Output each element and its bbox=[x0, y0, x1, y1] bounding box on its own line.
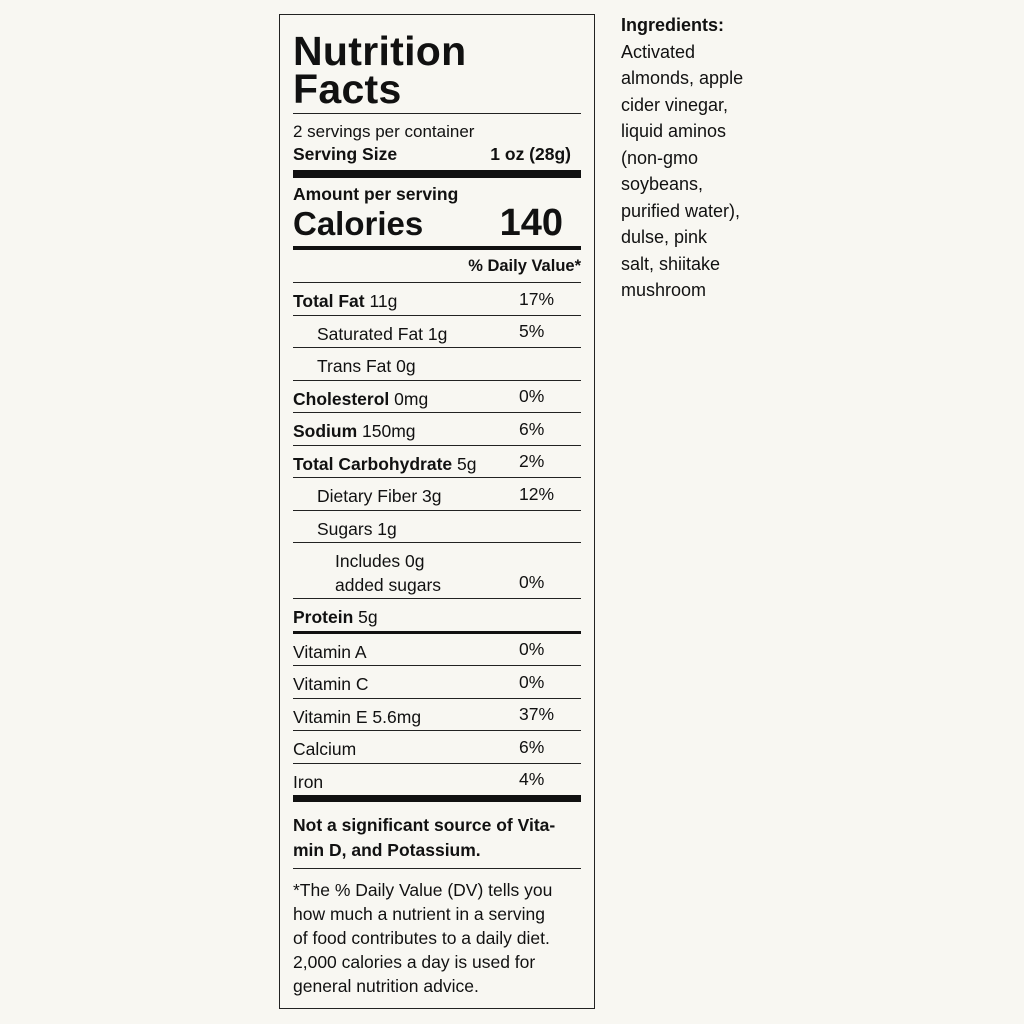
nutrient-name: Includes 0g added sugars bbox=[335, 551, 442, 595]
ingredients-line: Activated bbox=[621, 41, 696, 62]
daily-value-footnote: *The % Daily Value (DV) tells you how much a nutrient in a serving of food contributes to a daily diet. 2,000 calories a day is used for general nutrition advice. bbox=[293, 880, 553, 996]
daily-value-header: % Daily Value* bbox=[293, 250, 581, 283]
nutrient-row-sodium bbox=[293, 413, 581, 446]
nutrient-name: Sodium 150mg bbox=[293, 421, 416, 441]
nutrient-percent: 6% bbox=[519, 736, 545, 757]
nutrient-name: Vitamin C bbox=[293, 674, 369, 694]
ingredients-line: dulse, pink bbox=[621, 227, 708, 247]
ingredients-line: cider vinegar, bbox=[621, 94, 729, 115]
nutrient-row-iron bbox=[293, 764, 581, 803]
ingredients-line: (non-gmo bbox=[621, 147, 699, 168]
nutrient-row-vitamin-c bbox=[293, 666, 581, 699]
nutrient-name: Vitamin E 5.6mg bbox=[293, 706, 422, 727]
nutrient-percent: 0% bbox=[519, 572, 545, 592]
nutrient-row-dietary-fiber bbox=[293, 478, 581, 511]
nutrient-percent: 0% bbox=[519, 639, 545, 659]
ingredients-line: liquid aminos bbox=[621, 121, 727, 141]
title-line-2: Facts bbox=[293, 66, 402, 112]
nutrient-name: Sugars 1g bbox=[317, 518, 397, 539]
nutrient-name: Total Fat 11g bbox=[293, 291, 398, 311]
nutrient-row-cholesterol bbox=[293, 381, 581, 414]
nutrient-name: Saturated Fat 1g bbox=[317, 323, 448, 344]
nutrient-row-calcium bbox=[293, 731, 581, 764]
nutrient-percent: 0% bbox=[519, 671, 545, 692]
serving-size-label: Serving Size bbox=[293, 144, 398, 164]
servings-per-container: 2 servings per container bbox=[293, 122, 475, 141]
nutrient-row-vitamin-e bbox=[293, 699, 581, 732]
ingredients-line: soybeans, bbox=[621, 174, 704, 194]
nutrient-name: Total Carbohydrate 5g bbox=[293, 453, 477, 474]
nutrient-row-trans-fat bbox=[293, 348, 581, 381]
nutrient-percent: 4% bbox=[519, 769, 545, 789]
nutrient-name: Cholesterol 0mg bbox=[293, 388, 429, 409]
nutrition-facts-panel bbox=[279, 14, 595, 1009]
nutrient-row-sugars bbox=[293, 511, 581, 544]
ingredients-line: almonds, apple bbox=[621, 68, 744, 88]
calories-value: 140 bbox=[499, 202, 563, 244]
nutrient-row-protein bbox=[293, 599, 581, 634]
calories-label: Calories bbox=[293, 205, 424, 242]
nutrient-name: Calcium bbox=[293, 739, 357, 759]
nutrient-name: Trans Fat 0g bbox=[317, 356, 416, 376]
nutrient-row-total-carbohydrate bbox=[293, 446, 581, 479]
nutrient-percent: 37% bbox=[519, 704, 555, 724]
nutrient-percent: 6% bbox=[519, 418, 545, 439]
nutrient-row-total-fat bbox=[293, 283, 581, 316]
ingredients-block bbox=[621, 12, 761, 304]
nutrient-percent: 12% bbox=[519, 483, 555, 504]
nutrient-name: Vitamin A bbox=[293, 641, 367, 662]
nutrition-facts-title bbox=[293, 28, 581, 114]
amount-per-serving: Amount per serving bbox=[293, 184, 459, 204]
nutrient-percent: 5% bbox=[519, 321, 545, 341]
nutrient-name: Dietary Fiber 3g bbox=[317, 486, 442, 506]
nutrient-name: Protein 5g bbox=[293, 607, 378, 627]
nutrient-name: Iron bbox=[293, 771, 324, 792]
serving-size-row bbox=[293, 142, 581, 178]
nutrient-percent: 17% bbox=[519, 288, 555, 309]
ingredients-title: Ingredients: bbox=[621, 15, 725, 35]
title-line-1: Nutrition bbox=[293, 28, 467, 74]
ingredients-line: purified water), bbox=[621, 200, 741, 221]
ingredients-line: mushroom bbox=[621, 280, 707, 300]
calories-row bbox=[293, 202, 581, 250]
nutrient-percent: 0% bbox=[519, 386, 545, 406]
nutrient-row-added-sugars bbox=[293, 543, 581, 599]
nutrient-row-vitamin-a bbox=[293, 634, 581, 667]
nutrient-row-saturated-fat bbox=[293, 316, 581, 349]
nutrient-percent: 2% bbox=[519, 451, 545, 471]
not-significant-source-note: Not a significant source of Vita- min D, and Potassium. bbox=[293, 802, 581, 869]
ingredients-line: salt, shiitake bbox=[621, 253, 721, 274]
serving-size-value: 1 oz (28g) bbox=[490, 144, 571, 164]
